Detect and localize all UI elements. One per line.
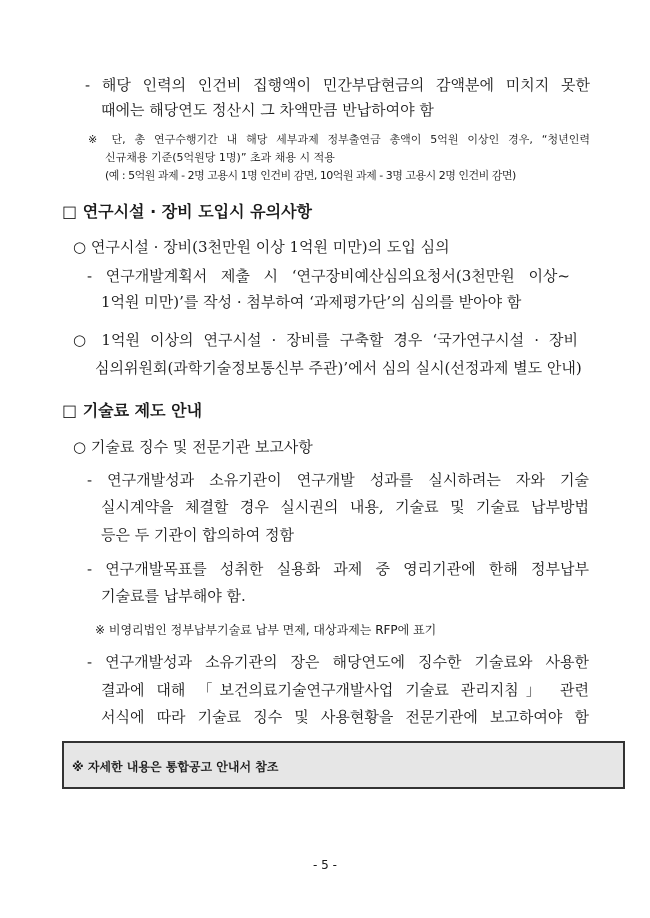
dash-line: - 연구개발목표를 성취한 실용화 과제 중 영리기관에 한해 정부납부 [87,560,589,578]
note-line: 신규채용 기준(5억원당 1명)” 초과 채용 시 적용 [105,151,335,164]
dash-line: 서식에 따라 기술료 징수 및 사용현황을 전문기관에 보고하여야 함 [101,708,589,726]
page-number: - 5 - [313,858,337,872]
note-line: ※ 단, 총 연구수행기간 내 해당 세부과제 정부출연금 총액이 5억원 이상인 경우, “청년인력 [88,133,590,146]
dash-line: 결과에 대해 「보건의료기술연구개발사업 기술료 관리지침」 관련 [101,681,589,699]
circle-item: 심의위원회(과학기술정보통신부 주관)’에서 심의 실시(선정과제 별도 안내) [95,359,582,377]
notice-box [62,741,625,789]
circle-item: ○ 기술료 징수 및 전문기관 보고사항 [73,438,313,456]
note-line: (예 : 5억원 과제 - 2명 고용시 1명 인건비 감면, 10억원 과제 - 3명 고용시 2명 인건비 감면) [105,169,516,182]
dash-line: 등은 두 기관이 합의하여 정함 [101,526,294,544]
circle-item: ○ 1억원 이상의 연구시설 · 장비를 구축할 경우 ‘국가연구시설 · 장비 [73,331,578,349]
dash-line: 1억원 미만)’를 작성 · 첨부하여 ‘과제평가단’의 심의를 받아야 함 [101,293,522,311]
dash-line: - 연구개발계획서 제출 시 ‘연구장비예산심의요청서(3천만원 이상~ [87,267,570,285]
bullet-line: 때에는 해당연도 정산시 그 차액만큼 반납하여야 함 [101,101,434,119]
dash-line: - 연구개발성과 소유기관의 장은 해당연도에 징수한 기술료와 사용한 [87,653,589,671]
circle-item: ○ 연구시설 · 장비(3천만원 이상 1억원 미만)의 도입 심의 [73,238,450,256]
bullet-line: - 해당 인력의 인건비 집행액이 민간부담현금의 감액분에 미치지 못한 [85,76,590,94]
section-heading: □ 연구시설 · 장비 도입시 유의사항 [62,202,312,221]
dash-line: - 연구개발성과 소유기관이 연구개발 성과를 실시하려는 자와 기술 [87,471,589,489]
dash-line: 실시계약을 체결할 경우 실시권의 내용, 기술료 및 기술료 납부방법 [101,498,589,516]
section-heading: □ 기술료 제도 안내 [62,401,203,420]
note-line: ※ 비영리법인 정부납부기술료 납부 면제, 대상과제는 RFP에 표기 [95,623,437,637]
dash-line: 기술료를 납부해야 함. [101,587,246,605]
notice-text: ※ 자세한 내용은 통합공고 안내서 참조 [72,760,279,774]
